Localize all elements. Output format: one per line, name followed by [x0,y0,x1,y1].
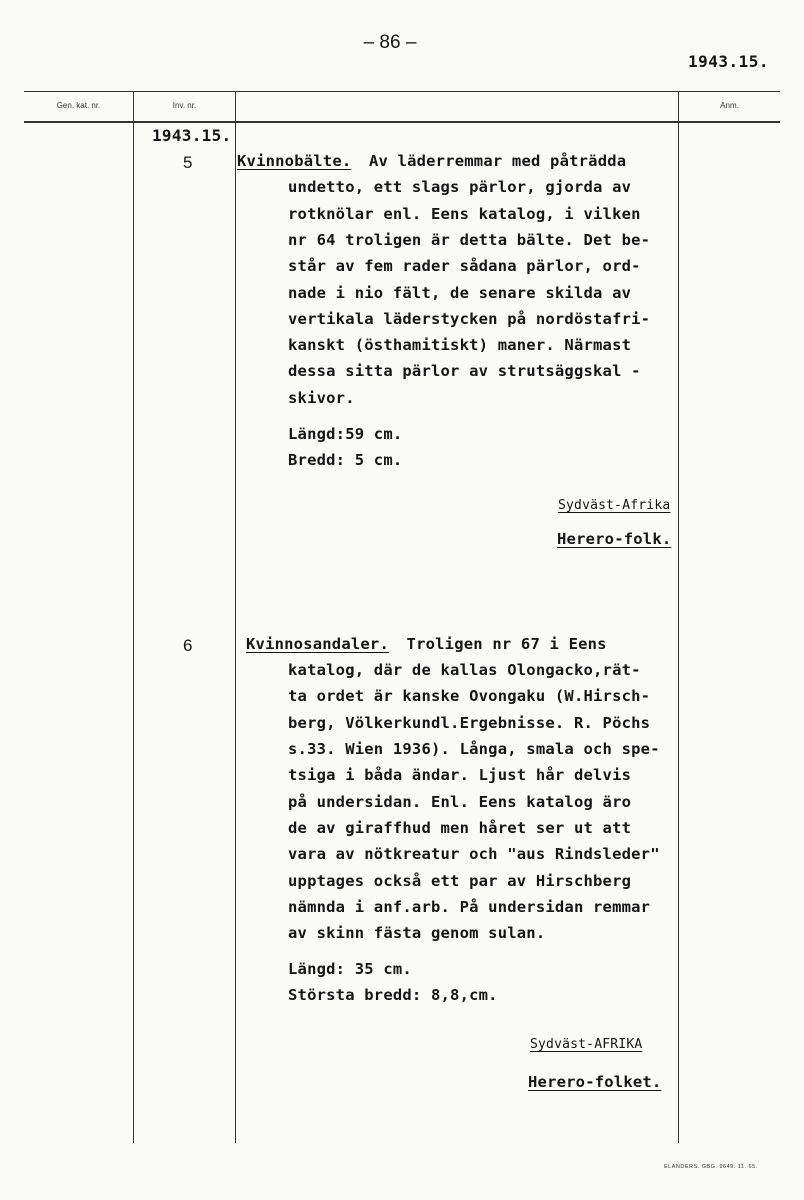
item-description-line: Av läderremmar med påträdda [368,152,627,170]
item-people: Herero-folket. [528,1073,662,1091]
item-description-line: berg, Völkerkundl.Ergebnisse. R. Pöchs [288,714,651,732]
column-divider-text-anm [678,91,679,1143]
item-length: Längd: 35 cm. [288,960,412,978]
page-reference: 1943.15. [688,52,770,71]
inventory-number: 5 [183,153,193,172]
table-top-border [24,91,780,92]
item-description-line: undetto, ett slags pärlor, gjorda av [288,178,632,196]
item-length: Längd:59 cm. [288,425,403,443]
item-description-line: på undersidan. Enl. Eens katalog äro [288,793,632,811]
item-title: Kvinnosandaler. [246,635,389,653]
item-width: Bredd: 5 cm. [288,451,403,469]
item-description-line: Troligen nr 67 i Eens [406,635,607,653]
item-people: Herero-folk. [557,530,672,548]
printer-imprint: ELANDERS. GBG. 9649. 11. 65. [664,1164,758,1170]
item-description-line: de av giraffhud men håret ser ut att [288,819,632,837]
item-description-line: ta ordet är kanske Ovongaku (W.Hirsch- [288,687,651,705]
entry-year: 1943.15. [152,126,232,145]
item-description-line: tsiga i båda ändar. Ljust hår delvis [288,766,632,784]
column-header-gen-kat: Gen. kat. nr. [56,101,101,110]
item-description-line: rotknölar enl. Eens katalog, i vilken [288,205,641,223]
item-title-line [237,154,626,170]
item-description-line: nade i nio fält, de senare skilda av [288,284,632,302]
item-description-line: står av fem rader sådana pärlor, ord- [288,257,641,275]
column-header-inv: Inv. nr. [172,101,197,110]
item-description-line: kanskt (östhamitiskt) maner. Närmast [288,336,632,354]
item-width: Största bredd: 8,8,cm. [288,986,498,1004]
table-header-border [24,121,780,123]
item-description-line: av skinn fästa genom sulan. [288,924,546,942]
item-title-line [246,637,607,653]
item-region: Sydväst-Afrika [558,498,671,513]
item-description-line: upptages också ett par av Hirschberg [288,872,632,890]
column-header-anm: Anm. [720,101,739,110]
inventory-number: 6 [183,636,193,655]
item-region: Sydväst-AFRIKA [530,1037,643,1052]
item-description-line: nr 64 troligen är detta bälte. Det be- [288,231,651,249]
item-description-line: skivor. [288,389,355,407]
item-description-line: s.33. Wien 1936). Långa, smala och spe- [288,740,660,758]
item-description-line: vara av nötkreatur och "aus Rindsleder" [288,845,660,863]
item-description-line: katalog, där de kallas Olongacko,rät- [288,661,641,679]
item-description-line: nämnda i anf.arb. På undersidan remmar [288,898,651,916]
item-title: Kvinnobälte. [237,152,352,170]
column-divider-inv-text [235,91,236,1143]
page-number: – 86 – [363,32,417,53]
item-description-line: vertikala läderstycken på nordöstafri- [288,310,651,328]
item-description-line: dessa sitta pärlor av strutsäggskal - [288,362,641,380]
column-divider-gen-inv [133,91,134,1143]
